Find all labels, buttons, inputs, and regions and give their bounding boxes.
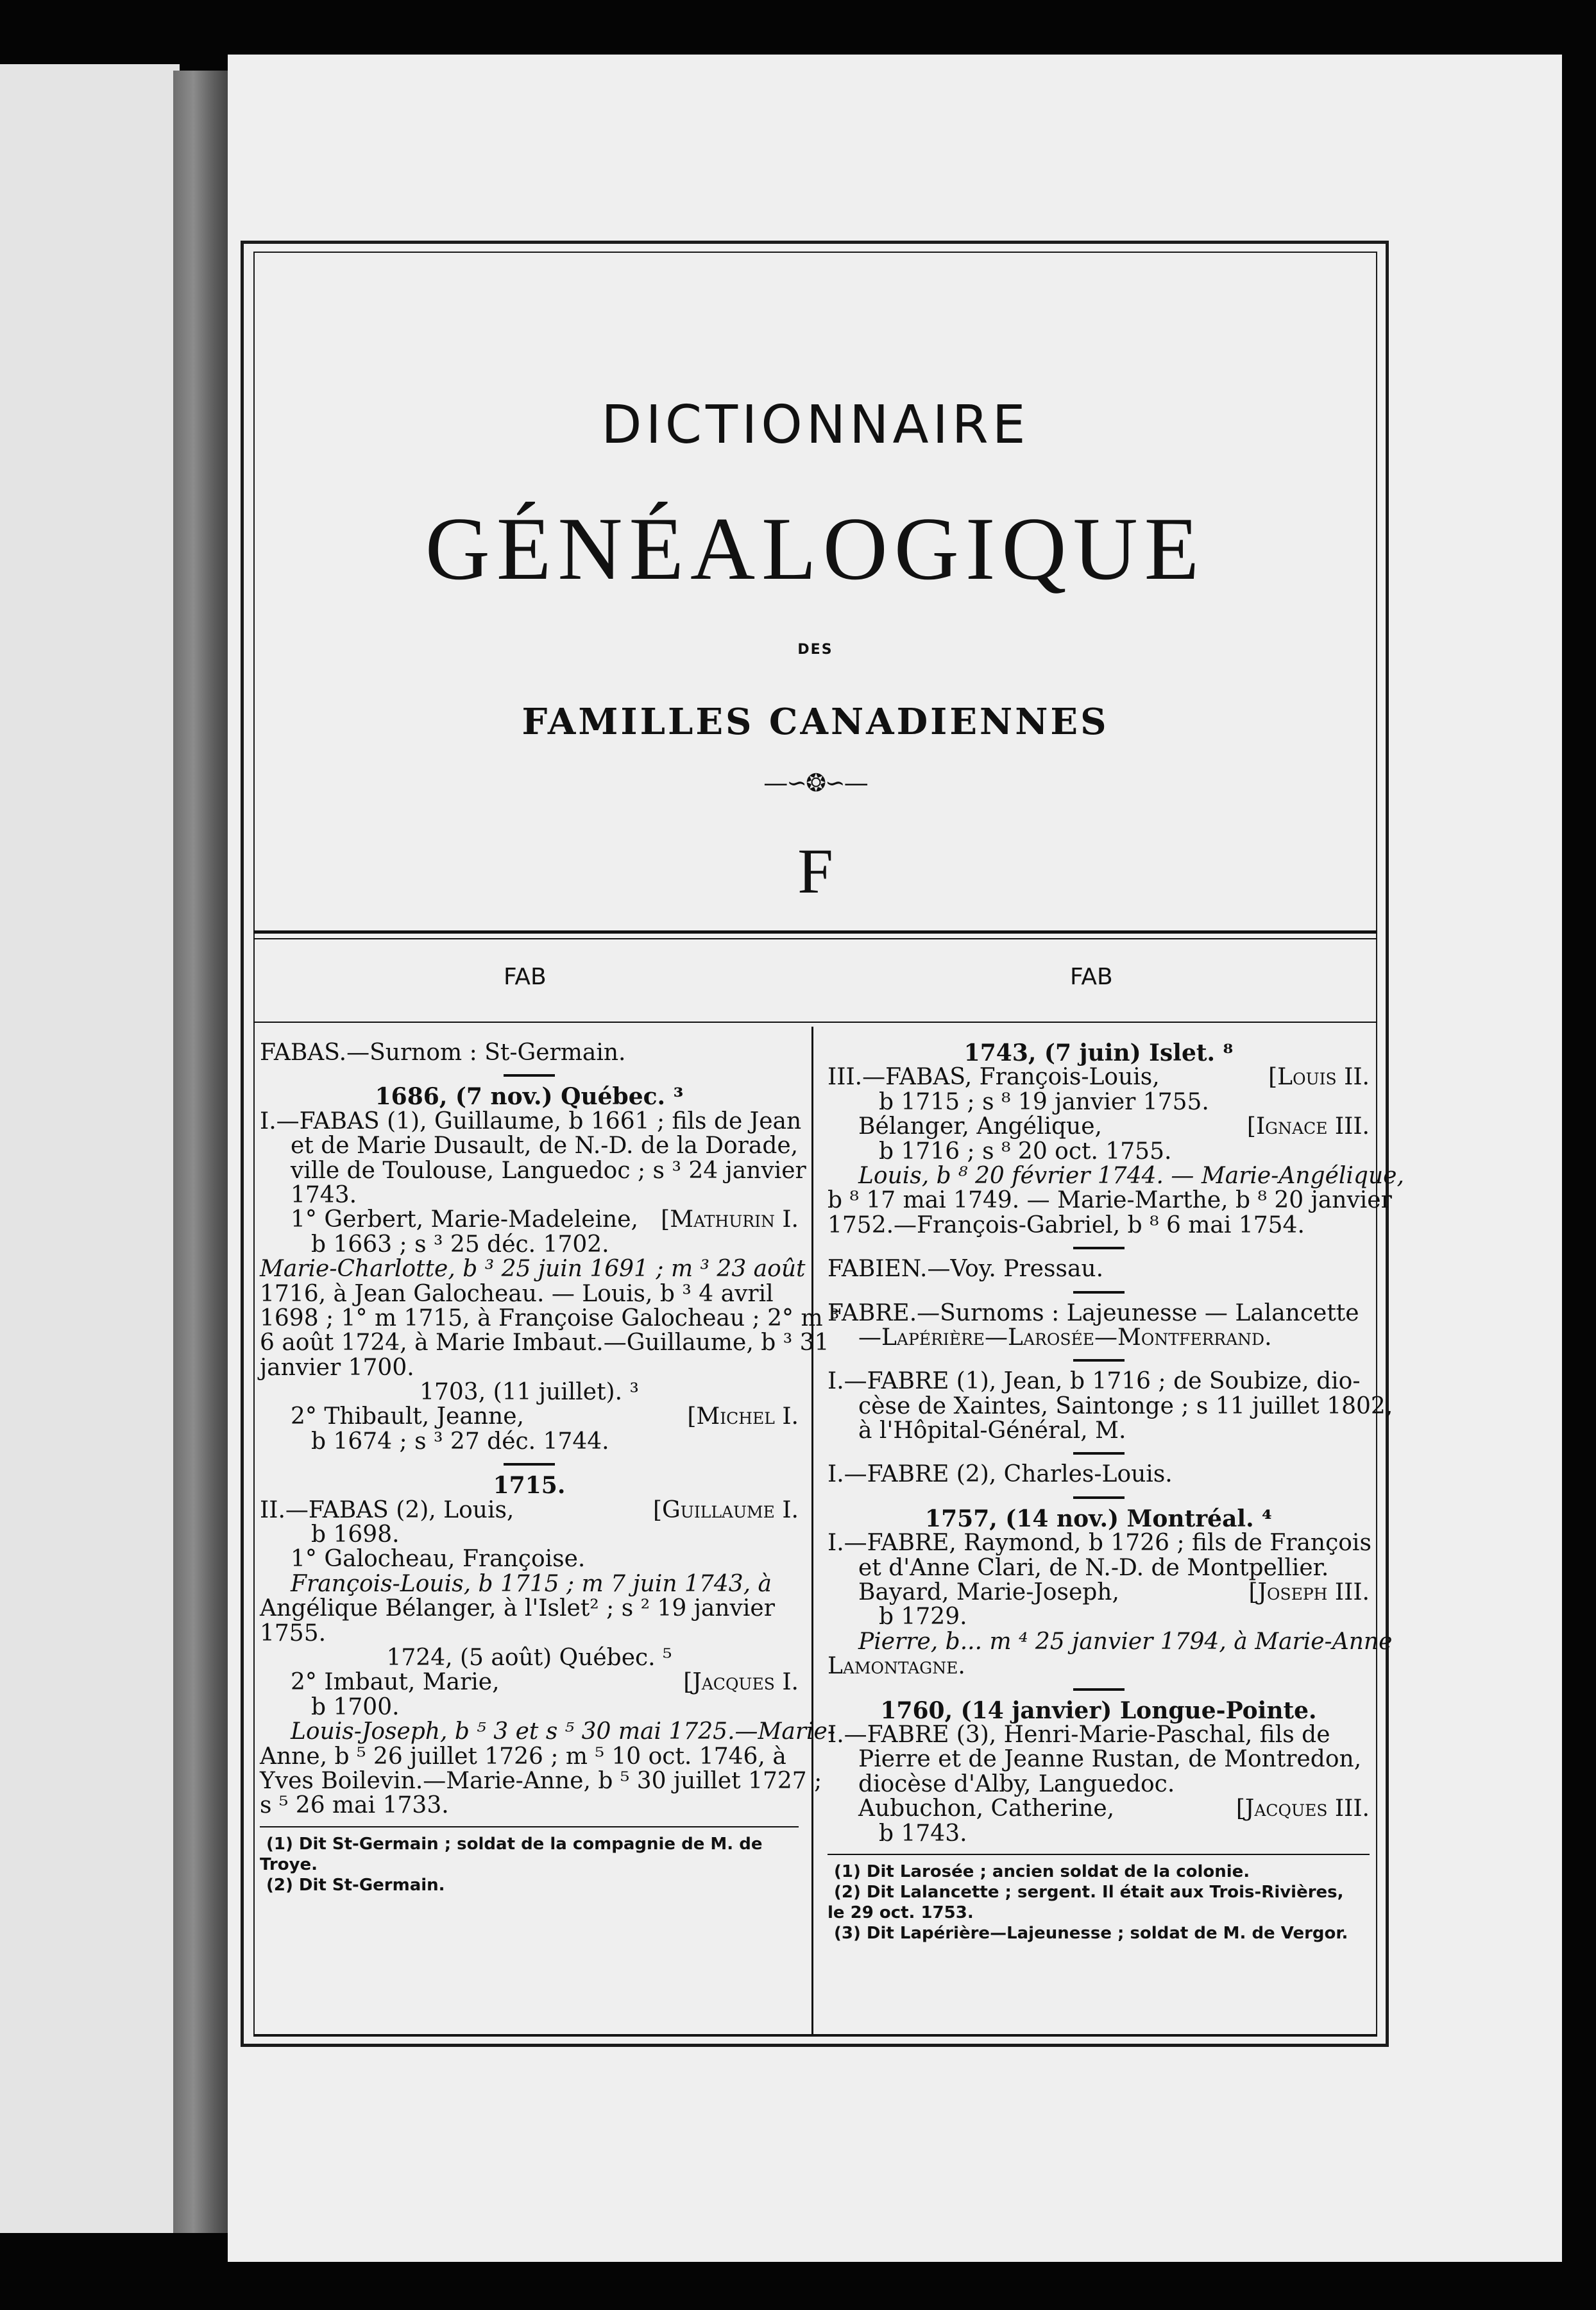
short-rule bbox=[504, 1074, 555, 1077]
text-line: b 1743. bbox=[879, 1820, 967, 1847]
spouse-line: 1° Galocheau, Françoise. bbox=[291, 1546, 586, 1573]
entry-line: I.—FABRE, Raymond, b 1726 ; fils de François bbox=[828, 1530, 1371, 1557]
spouse-name: 2° Thibault, Jeanne, bbox=[291, 1403, 524, 1430]
text-line: b 1716 ; s ⁸ 20 oct. 1755. bbox=[879, 1138, 1172, 1165]
spouse-name: 1° Gerbert, Marie-Madeleine, bbox=[291, 1206, 638, 1233]
text-line: cèse de Xaintes, Saintonge ; s 11 juillet 1802, bbox=[858, 1392, 1393, 1419]
children-line: Marie-Charlotte, b ³ 25 juin 1691 ; m ³ 23 août bbox=[260, 1256, 806, 1283]
ornament-divider: —∽❂∽— bbox=[763, 769, 867, 797]
text-line: 1743. bbox=[291, 1181, 357, 1208]
children-line: janvier 1700. bbox=[260, 1354, 414, 1381]
text-line: b 1729. bbox=[879, 1604, 967, 1630]
short-rule bbox=[504, 1463, 555, 1466]
marriage-date: 1757, (14 nov.) Montréal. ⁴ bbox=[925, 1505, 1272, 1532]
marriage-date: 1715. bbox=[493, 1472, 566, 1500]
children-line: 6 août 1724, à Marie Imbaut.—Guillaume, b ³ 31 bbox=[260, 1330, 829, 1356]
footnote-rule bbox=[828, 1854, 1370, 1855]
text-line: b 1700. bbox=[311, 1693, 400, 1720]
children-line: 1698 ; 1° m 1715, à Françoise Galocheau ; 2° m ³ bbox=[260, 1305, 840, 1331]
children-line: Anne, b ⁵ 26 juillet 1726 ; m ⁵ 10 oct. 1746, à bbox=[260, 1743, 786, 1770]
entry-heading: FABRE.—Surnoms : Lajeunesse — Lalancette bbox=[828, 1299, 1359, 1326]
spouse-name: Aubuchon, Catherine, bbox=[858, 1795, 1115, 1822]
marriage-date: 1760, (14 janvier) Longue-Pointe. bbox=[880, 1697, 1317, 1724]
spouse-name: Bayard, Marie-Joseph, bbox=[858, 1579, 1119, 1606]
short-rule bbox=[1073, 1688, 1125, 1691]
text-line: —Lapérière—Larosée—Montferrand. bbox=[858, 1324, 1272, 1351]
footnote: (2) Dit Lalancette ; sergent. Il était aux Trois-Rivières, bbox=[834, 1882, 1344, 1902]
entry-name: III.—FABAS, François-Louis, bbox=[828, 1064, 1160, 1091]
marriage-date: 1724, (5 août) Québec. ⁵ bbox=[386, 1644, 672, 1671]
spouse-line bbox=[828, 1797, 1370, 1821]
children-line: s ⁵ 26 mai 1733. bbox=[260, 1792, 449, 1819]
children-line: 1716, à Jean Galocheau. — Louis, b ³ 4 avril bbox=[260, 1280, 774, 1307]
title-des: DES bbox=[797, 642, 833, 658]
left-column bbox=[260, 1040, 840, 1895]
running-head-right: FAB bbox=[1070, 964, 1113, 990]
right-column bbox=[828, 1040, 1404, 1944]
footnote-rule bbox=[260, 1826, 799, 1827]
entry-line bbox=[828, 1065, 1370, 1090]
footnote: (1) Dit St-Germain ; soldat de la compagnie de M. de bbox=[266, 1834, 763, 1854]
children-line: Louis, b ⁸ 20 février 1744. — Marie-Angélique, bbox=[858, 1162, 1404, 1189]
children-line: Yves Boilevin.—Marie-Anne, b ⁵ 30 juillet 1727 ; bbox=[260, 1767, 822, 1794]
spouse-line bbox=[260, 1670, 799, 1695]
entry-parent-ref: [Guillaume I. bbox=[652, 1496, 799, 1523]
spouse-line bbox=[828, 1115, 1370, 1139]
children-line: Angélique Bélanger, à l'Islet² ; s ² 19 janvier bbox=[260, 1595, 775, 1622]
entry-line: I.—FABRE (1), Jean, b 1716 ; de Soubize, dio- bbox=[828, 1368, 1361, 1395]
spouse-name: 2° Imbaut, Marie, bbox=[291, 1669, 500, 1696]
short-rule bbox=[1073, 1496, 1125, 1499]
section-letter: F bbox=[797, 835, 833, 907]
short-rule bbox=[1073, 1359, 1125, 1362]
marriage-date: 1743, (7 juin) Islet. ⁸ bbox=[964, 1040, 1234, 1066]
text-line: et d'Anne Clari, de N.-D. de Montpellier. bbox=[858, 1554, 1329, 1581]
running-head-left: FAB bbox=[504, 964, 547, 990]
text-line: diocèse d'Alby, Languedoc. bbox=[858, 1770, 1175, 1797]
spouse-parent-ref: [Joseph III. bbox=[1248, 1579, 1370, 1606]
entry-heading: FABIEN.—Voy. Pressau. bbox=[828, 1256, 1104, 1283]
column-divider bbox=[811, 1027, 813, 2034]
spouse-line bbox=[260, 1208, 799, 1232]
text-line: I.—FABAS (1), Guillaume, b 1661 ; fils de Jean bbox=[260, 1108, 802, 1134]
entry-parent-ref: [Louis II. bbox=[1268, 1064, 1370, 1091]
facing-page-edge bbox=[0, 64, 180, 2233]
spouse-line bbox=[260, 1405, 799, 1429]
children-line: Lamontagne. bbox=[828, 1653, 965, 1680]
footnote: (3) Dit Lapérière—Lajeunesse ; soldat de M. de Vergor. bbox=[834, 1923, 1348, 1943]
marriage-date: 1686, (7 nov.) Québec. ³ bbox=[375, 1083, 684, 1111]
text-line: b 1698. bbox=[311, 1521, 400, 1548]
spouse-parent-ref: [Ignace III. bbox=[1246, 1113, 1370, 1140]
title-dictionnaire: DICTIONNAIRE bbox=[601, 395, 1030, 456]
spouse-name: Bélanger, Angélique, bbox=[858, 1113, 1102, 1140]
book-spine-shadow bbox=[173, 71, 231, 2233]
column-top-rule bbox=[253, 1022, 1377, 1023]
children-line: Pierre, b... m ⁴ 25 janvier 1794, à Marie-Anne bbox=[858, 1628, 1393, 1655]
children-line: 1752.—François-Gabriel, b ⁸ 6 mai 1754. bbox=[828, 1211, 1305, 1238]
text-line: ville de Toulouse, Languedoc ; s ³ 24 janvier bbox=[291, 1157, 806, 1184]
children-line: b ⁸ 17 mai 1749. — Marie-Marthe, b ⁸ 20 janvier bbox=[828, 1187, 1392, 1214]
title-genealogique: GÉNÉALOGIQUE bbox=[425, 499, 1206, 599]
text-line: à l'Hôpital-Général, M. bbox=[858, 1417, 1126, 1444]
header-rule-thin bbox=[253, 938, 1377, 939]
footnote: (1) Dit Larosée ; ancien soldat de la colonie. bbox=[834, 1861, 1250, 1881]
text-line: b 1674 ; s ³ 27 déc. 1744. bbox=[311, 1428, 609, 1455]
header-rule-thick bbox=[253, 930, 1377, 934]
spouse-parent-ref: [Mathurin I. bbox=[661, 1206, 799, 1233]
footnote: le 29 oct. 1753. bbox=[828, 1903, 974, 1922]
title-familles-canadiennes: FAMILLES CANADIENNES bbox=[522, 701, 1109, 743]
short-rule bbox=[1073, 1452, 1125, 1455]
spouse-parent-ref: [Michel I. bbox=[687, 1403, 799, 1430]
entry-line bbox=[260, 1498, 799, 1523]
footnote: Troye. bbox=[260, 1854, 318, 1874]
marriage-date: 1703, (11 juillet). ³ bbox=[420, 1379, 639, 1406]
spouse-parent-ref: [Jacques III. bbox=[1235, 1795, 1370, 1822]
footnote: (2) Dit St-Germain. bbox=[266, 1875, 445, 1895]
children-line: 1755. bbox=[260, 1620, 327, 1647]
entry-heading: FABAS.—Surnom : St-Germain. bbox=[260, 1040, 626, 1066]
bottom-rule bbox=[253, 2034, 1377, 2035]
entry-line: I.—FABRE (2), Charles-Louis. bbox=[828, 1461, 1173, 1488]
spouse-line bbox=[828, 1580, 1370, 1605]
children-line: Louis-Joseph, b ⁵ 3 et s ⁵ 30 mai 1725.—Marie- bbox=[291, 1718, 836, 1745]
short-rule bbox=[1073, 1247, 1125, 1249]
entry-line: I.—FABRE (3), Henri-Marie-Paschal, fils de bbox=[828, 1721, 1330, 1748]
entry-name: II.—FABAS (2), Louis, bbox=[260, 1496, 514, 1523]
text-line: et de Marie Dusault, de N.-D. de la Dorade, bbox=[291, 1133, 799, 1159]
text-line: b 1715 ; s ⁸ 19 janvier 1755. bbox=[879, 1088, 1209, 1115]
short-rule bbox=[1073, 1291, 1125, 1294]
children-line: François-Louis, b 1715 ; m 7 juin 1743, à bbox=[291, 1570, 772, 1597]
text-line: b 1663 ; s ³ 25 déc. 1702. bbox=[311, 1231, 609, 1258]
spouse-parent-ref: [Jacques I. bbox=[683, 1669, 799, 1696]
text-line: Pierre et de Jeanne Rustan, de Montredon, bbox=[858, 1746, 1362, 1773]
